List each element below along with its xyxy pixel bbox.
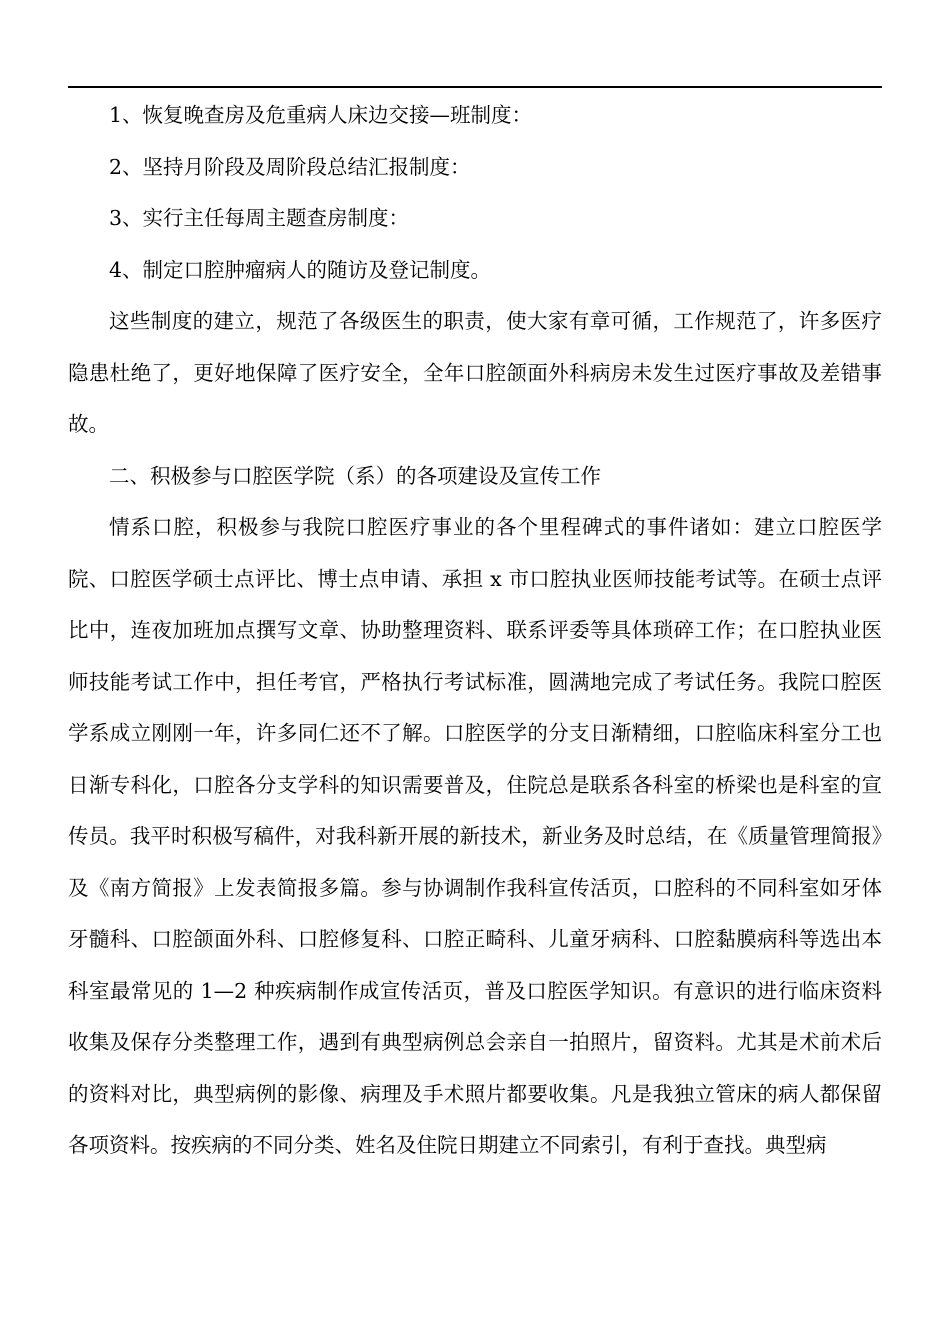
document-body [68,90,882,1172]
paragraph-oral-construction: 情系口腔，积极参与我院口腔医疗事业的各个里程碑式的事件诸如：建立口腔医学院、口腔医学硕士点评比、博士点申请、承担 x 市口腔执业医师技能考试等。在硕士点评比中，连夜加班加点撰写文章、协助整理资料、联系评委等具体琐碎工作；在口腔执业医师技能考试工作中，担任考官，严格执行考试标准，圆满地完成了考试任务。我院口腔医学系成立刚刚一年，许多同仁还不了解。口腔医学的分支日渐精细，口腔临床科室分工也日渐专科化，口腔各分支学科的知识需要普及，住院总是联系各科室的桥梁也是科室的宣传员。我平时积极写稿件，对我科新开展的新技术，新业务及时总结，在《质量管理简报》及《南方简报》上发表简报多篇。参与协调制作我科宣传活页，口腔科的不同科室如牙体牙髓科、口腔颌面外科、口腔修复科、口腔正畸科、儿童牙病科、口腔黏膜病科等选出本科室最常见的 1—2 种疾病制作成宣传活页，普及口腔医学知识。有意识的进行临床资料收集及保存分类整理工作，遇到有典型病例总会亲自一拍照片，留资料。尤其是术前术后的资料对比，典型病例的影像、病理及手术照片都要收集。凡是我独立管床的病人都保留各项资料。按疾病的不同分类、姓名及住院日期建立不同索引，有利于查找。典型病 [68,515,882,1157]
paragraph-item-3: 3、实行主任每周主题查房制度： [109,206,410,230]
paragraph-item-2: 2、坚持月阶段及周阶段总结汇报制度： [109,154,471,179]
header-rule [68,86,882,88]
paragraph-system-effects: 这些制度的建立，规范了各级医生的职责，使大家有章可循，工作规范了，许多医疗隐患杜绝了，更好地保障了医疗安全，全年口腔颌面外科病房未发生过医疗事故及差错事故。 [68,309,882,436]
paragraph-item-1: 1、恢复晚查房及危重病人床边交接—班制度： [109,103,533,127]
paragraph-item-4: 4、制定口腔肿瘤病人的随访及登记制度。 [109,257,492,282]
section-heading-2: 二、积极参与口腔医学院（系）的各项建设及宣传工作 [109,463,601,488]
